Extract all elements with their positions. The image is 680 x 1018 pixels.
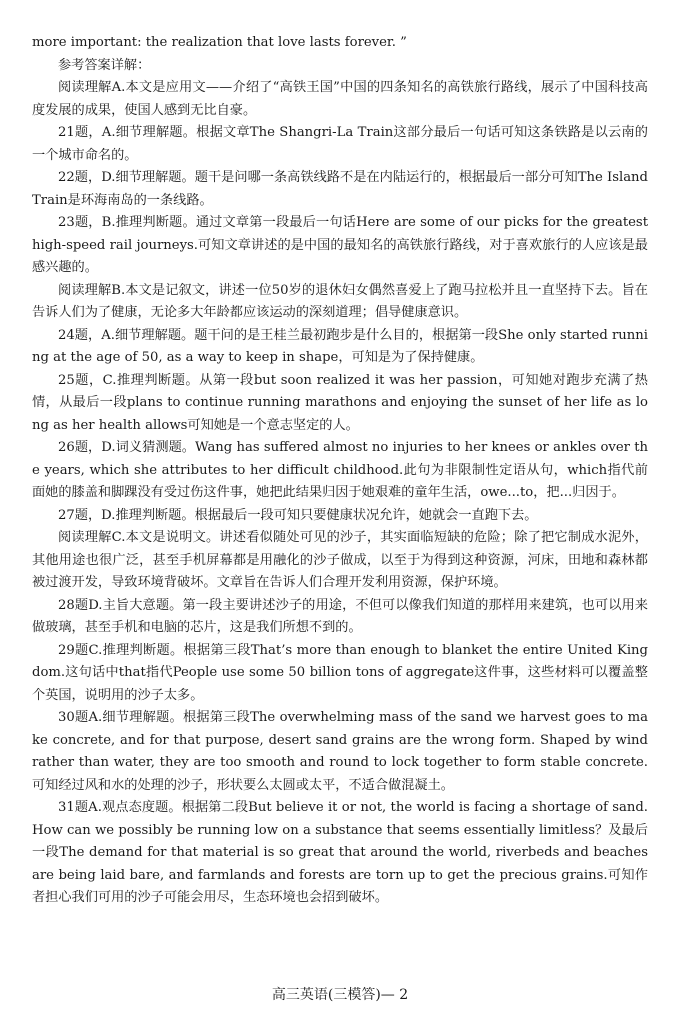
answer-21: 21题，A.细节理解题。根据文章The Shangri-La Train这部分最后一句话可知这条铁路是以云南的一个城市命名的。 [32,125,648,163]
page-footer: 高三英语(三模答)— 2 [271,987,409,1003]
paragraph-continuation: more important: the realization that love lasts forever. ” [32,35,407,50]
answer-25: 25题，C.推理判断题。从第一段but soon realized it was her passion，可知她对跑步充满了热情，从最后一段plans to continue running marathons and enjoying the sunset of her life as long as her health allows可知她是一个意志坚定的人。 [32,372,648,433]
answer-30: 30题A.细节理解题。根据第三段The overwhelming mass of the sand we harvest goes to make concrete, and for that purpose, desert sand grains are the wrong form. Shaped by wind rather than water, they are too smooth and round to lock together to form stable concrete.可知经过风和水的处理的沙子，形状要么太圆或太平，不适合做混凝土。 [32,710,648,793]
passage-a-summary: 阅读理解A.本文是应用文——介绍了“高铁王国”中国的四条知名的高铁旅行路线，展示了中国科技高度发展的成果，使国人感到无比自豪。 [32,80,648,118]
answer-23: 23题，B.推理判断题。通过文章第一段最后一句话Here are some of our picks for the greatest high-speed rail journeys.可知文章讲述的是中国的最知名的高铁旅行路线，对于喜欢旅行的人应该是最感兴趣的。 [32,215,648,275]
answer-31: 31题A.观点态度题。根据第二段But believe it or not, the world is facing a shortage of sand. How can we possibly be running low on a substance that seems essentially limitless？及最后一段The demand for that material is so great that around the world, riverbeds and beaches are being laid bare, and farmlands and forests are torn up to get the precious grains.可知作者担心我们可用的沙子可能会用尽，生态环境也会招到破坏。 [32,800,648,905]
answer-24: 24题，A.细节理解题。题干问的是王桂兰最初跑步是什么目的，根据第一段She only started running at the age of 50, as a way to keep in shape，可知是为了保持健康。 [32,327,648,365]
section-heading: 参考答案详解： [58,57,151,73]
answer-22: 22题，D.细节理解题。题干是问哪一条高铁线路不是在内陆运行的，根据最后一部分可知The Island Train是环海南岛的一条线路。 [32,170,648,208]
passage-c-summary: 阅读理解C.本文是说明文。讲述看似随处可见的沙子，其实面临短缺的危险；除了把它制成水泥外，其他用途也很广泛，甚至手机屏幕都是用融化的沙子做成，以至于为得到这种资源，河床，田地和森林都被过渡开发，导致环境背破坏。文章旨在告诉人们合理开发利用资源，保护环境。 [32,530,648,590]
answer-28: 28题D.主旨大意题。第一段主要讲述沙子的用途，不但可以像我们知道的那样用来建筑，也可以用来做玻璃，甚至手机和电脑的芯片，这是我们所想不到的。 [32,597,648,635]
passage-b-summary: 阅读理解B.本文是记叙文，讲述一位50岁的退休妇女偶然喜爱上了跑马拉松并且一直坚持下去。旨在告诉人们为了健康，无论多大年龄都应该运动的深刻道理；倡导健康意识。 [32,282,648,320]
answer-27: 27题，D.推理判断题。根据最后一段可知只要健康状况允许，她就会一直跑下去。 [58,507,538,523]
answer-29: 29题C.推理判断题。根据第三段That’s more than enough to blanket the entire United Kingdom.这句话中that指代People use some 50 billion tons of aggregate这件事，这些材料可以覆盖整个英国，说明用的沙子太多。 [32,642,648,703]
answer-26: 26题，D.词义猜测题。Wang has suffered almost no injuries to her knees or ankles over the years, which she attributes to her difficult childhood.此句为非限制性定语从句，which指代前面她的膝盖和脚踝没有受过伤这件事，她把此结果归因于她艰难的童年生活，owe...to，把...归因于。 [32,440,648,500]
